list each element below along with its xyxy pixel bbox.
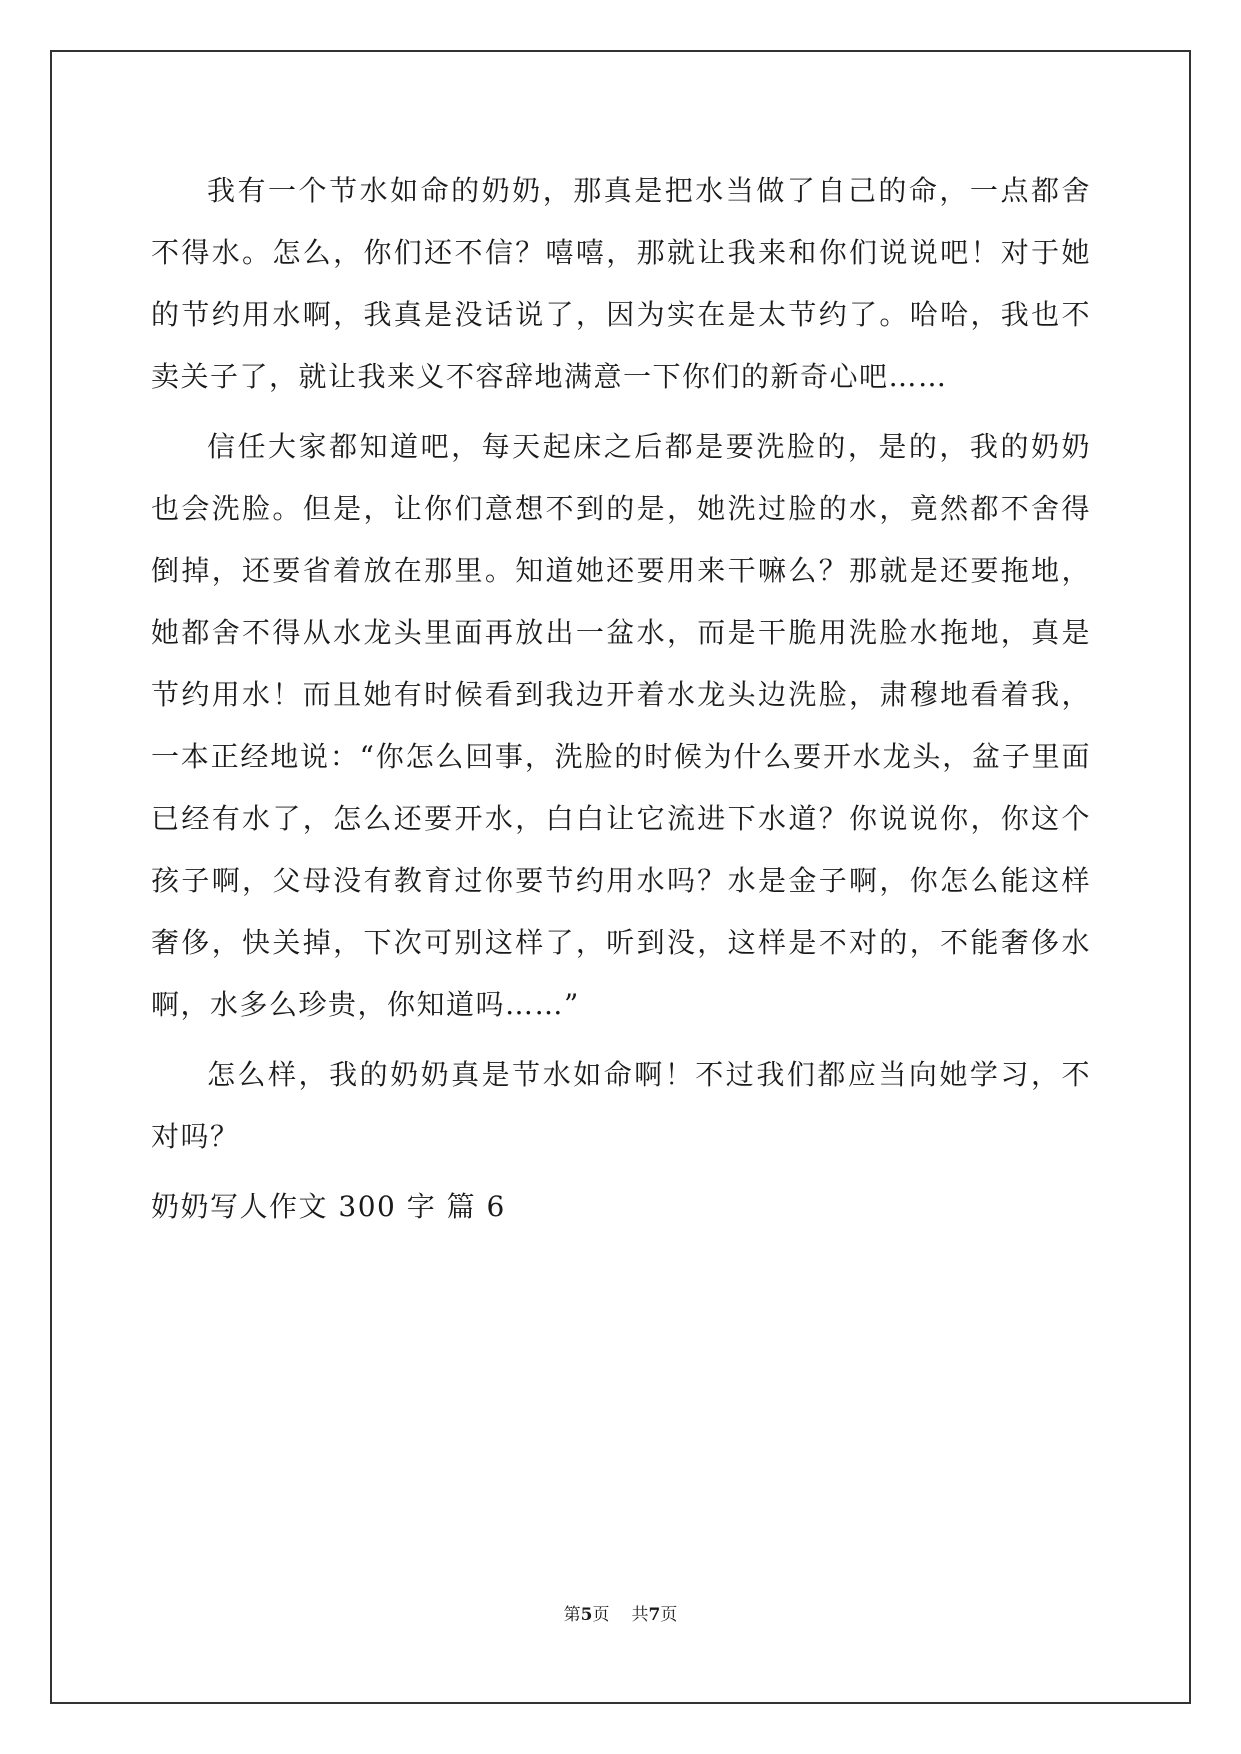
paragraph-3: 怎么样，我的奶奶真是节水如命啊！不过我们都应当向她学习，不对吗？ [151, 1058, 1091, 1153]
paragraph-1: 我有一个节水如命的奶奶，那真是把水当做了自己的命，一点都舍不得水。怎么，你们还不信？嘻嘻，那就让我来和你们说说吧！对于她的节约用水啊，我真是没话说了，因为实在是太节约了。哈哈，我也不卖关子了，就让我来义不容辞地满意一下你们的新奇心吧…… [151, 174, 1091, 393]
page-footer [0, 1600, 1241, 1625]
footer-total-suffix: 页 [660, 1605, 678, 1625]
section-title: 奶奶写人作文 300 字 篇 6 [151, 1190, 506, 1223]
footer-page-suffix: 页 [592, 1605, 610, 1625]
document-body [151, 160, 1091, 1238]
footer-prefix: 第 [563, 1605, 581, 1625]
current-page-number: 5 [580, 1605, 593, 1625]
footer-total-prefix: 共 [631, 1605, 649, 1625]
paragraph-2: 信任大家都知道吧，每天起床之后都是要洗脸的，是的，我的奶奶也会洗脸。但是，让你们意想不到的是，她洗过脸的水，竟然都不舍得倒掉，还要省着放在那里。知道她还要用来干嘛么？那就是还要拖地，她都舍不得从水龙头里面再放出一盆水，而是干脆用洗脸水拖地，真是节约用水！而且她有时候看到我边开着水龙头边洗脸，肃穆地看着我，一本正经地说：“你怎么回事，洗脸的时候为什么要开水龙头，盆子里面已经有水了，怎么还要开水，白白让它流进下水道？你说说你，你这个孩子啊，父母没有教育过你要节约用水吗？水是金子啊，你怎么能这样奢侈，快关掉，下次可别这样了，听到没，这样是不对的，不能奢侈水啊，水多么珍贵，你知道吗……” [151, 430, 1091, 1021]
total-pages-number: 7 [648, 1605, 661, 1625]
